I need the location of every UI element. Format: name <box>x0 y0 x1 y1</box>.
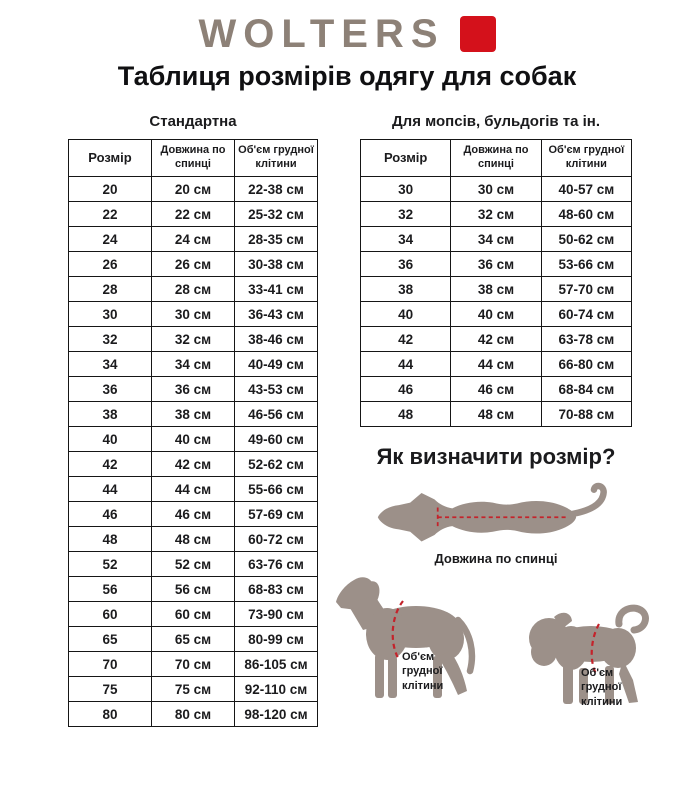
table-cell: 44 см <box>451 352 541 377</box>
table-cell: 20 <box>69 177 152 202</box>
table-row <box>361 202 632 227</box>
table-row <box>69 552 318 577</box>
dog-side-view-figure <box>334 572 479 700</box>
table-cell: 75 см <box>152 677 235 702</box>
table-cell: 38 <box>69 402 152 427</box>
table-cell: 36 <box>361 252 451 277</box>
table-row <box>69 477 318 502</box>
bulldog-side-view-figure <box>521 602 656 707</box>
page-title: Таблиця розмірів одягу для собак <box>117 61 577 91</box>
table-cell: 28 см <box>152 277 235 302</box>
table-row <box>69 302 318 327</box>
dog-top-view-tail <box>572 486 604 514</box>
table-cell: 42 см <box>451 327 541 352</box>
table-cell: 65 см <box>152 627 235 652</box>
table-row <box>69 252 318 277</box>
column-header: Об'єм грудної клітини <box>235 140 318 177</box>
table-row <box>69 227 318 252</box>
table-cell: 46 см <box>152 502 235 527</box>
table-cell: 48 см <box>451 402 541 427</box>
table-cell: 66-80 см <box>541 352 631 377</box>
table-cell: 36 <box>69 377 152 402</box>
table-cell: 46 см <box>451 377 541 402</box>
table-cell: 60 <box>69 602 152 627</box>
table-cell: 70-88 см <box>541 402 631 427</box>
table-row <box>361 227 632 252</box>
table-cell: 57-70 см <box>541 277 631 302</box>
table-cell: 52-62 см <box>235 452 318 477</box>
table-cell: 32 см <box>152 327 235 352</box>
table-cell: 28-35 см <box>235 227 318 252</box>
table-cell: 30 <box>69 302 152 327</box>
table-cell: 22-38 см <box>235 177 318 202</box>
table-row <box>361 277 632 302</box>
table-cell: 28 <box>69 277 152 302</box>
table-cell: 56 см <box>152 577 235 602</box>
table-row <box>69 452 318 477</box>
table-cell: 56 <box>69 577 152 602</box>
table-cell: 73-90 см <box>235 602 318 627</box>
table-cell: 57-69 см <box>235 502 318 527</box>
table-cell: 92-110 см <box>235 677 318 702</box>
column-header: Довжина по спинці <box>451 140 541 177</box>
bulldog-curled-tail <box>619 608 646 630</box>
back-length-label: Довжина по спинці <box>434 551 558 566</box>
table-cell: 80 см <box>152 702 235 727</box>
column-header: Розмір <box>69 140 152 177</box>
table-cell: 20 см <box>152 177 235 202</box>
table-cell: 26 см <box>152 252 235 277</box>
table-cell: 44 <box>361 352 451 377</box>
table-cell: 40-49 см <box>235 352 318 377</box>
table-cell: 44 <box>69 477 152 502</box>
table-cell: 86-105 см <box>235 652 318 677</box>
table-cell: 48 см <box>152 527 235 552</box>
table-cell: 46-56 см <box>235 402 318 427</box>
table-cell: 70 см <box>152 652 235 677</box>
table-header-row <box>361 140 632 177</box>
brand-logo-mark <box>460 16 496 52</box>
table-cell: 42 <box>69 452 152 477</box>
table-cell: 60-74 см <box>541 302 631 327</box>
table-cell: 25-32 см <box>235 202 318 227</box>
table-row <box>69 377 318 402</box>
table-cell: 68-84 см <box>541 377 631 402</box>
table-cell: 53-66 см <box>541 252 631 277</box>
standard-size-section <box>68 113 318 727</box>
standard-table-title: Стандартна <box>149 113 237 130</box>
table-cell: 30 см <box>451 177 541 202</box>
table-cell: 30 <box>361 177 451 202</box>
table-cell: 38 см <box>451 277 541 302</box>
table-cell: 70 <box>69 652 152 677</box>
table-cell: 34 <box>361 227 451 252</box>
table-cell: 40 <box>361 302 451 327</box>
measurement-guide <box>330 480 662 707</box>
table-cell: 40 <box>69 427 152 452</box>
table-cell: 46 <box>69 502 152 527</box>
table-cell: 32 <box>361 202 451 227</box>
column-header: Довжина по спинці <box>152 140 235 177</box>
table-cell: 80-99 см <box>235 627 318 652</box>
table-row <box>69 352 318 377</box>
table-cell: 42 <box>361 327 451 352</box>
table-cell: 32 <box>69 327 152 352</box>
chest-girth-label: Об'єм грудної клітини <box>581 667 623 708</box>
table-row <box>361 402 632 427</box>
table-row <box>69 677 318 702</box>
table-row <box>69 427 318 452</box>
brand-logo <box>0 0 694 54</box>
table-cell: 65 <box>69 627 152 652</box>
table-row <box>361 352 632 377</box>
flat-breeds-size-table <box>360 139 632 427</box>
table-cell: 22 см <box>152 202 235 227</box>
table-row <box>69 277 318 302</box>
table-cell: 34 см <box>451 227 541 252</box>
table-cell: 33-41 см <box>235 277 318 302</box>
table-cell: 30 см <box>152 302 235 327</box>
table-cell: 32 см <box>451 202 541 227</box>
table-cell: 75 <box>69 677 152 702</box>
table-cell: 40 см <box>451 302 541 327</box>
table-cell: 55-66 см <box>235 477 318 502</box>
table-cell: 49-60 см <box>235 427 318 452</box>
table-row <box>361 377 632 402</box>
table-cell: 48 <box>361 402 451 427</box>
chest-girth-label: Об'єм грудної клітини <box>402 651 444 692</box>
table-cell: 43-53 см <box>235 377 318 402</box>
table-cell: 80 <box>69 702 152 727</box>
table-row <box>361 327 632 352</box>
table-row <box>69 402 318 427</box>
table-cell: 36-43 см <box>235 302 318 327</box>
flat-breeds-table-title: Для мопсів, бульдогів та ін. <box>391 113 601 130</box>
table-cell: 50-62 см <box>541 227 631 252</box>
table-cell: 63-76 см <box>235 552 318 577</box>
table-cell: 44 см <box>152 477 235 502</box>
table-cell: 22 <box>69 202 152 227</box>
table-cell: 24 <box>69 227 152 252</box>
table-cell: 98-120 см <box>235 702 318 727</box>
table-cell: 60 см <box>152 602 235 627</box>
table-row <box>69 627 318 652</box>
table-cell: 26 <box>69 252 152 277</box>
content-columns <box>0 113 694 727</box>
table-cell: 38-46 см <box>235 327 318 352</box>
table-cell: 46 <box>361 377 451 402</box>
brand-logo-text: WOLTERS <box>198 12 445 56</box>
table-row <box>69 577 318 602</box>
table-cell: 68-83 см <box>235 577 318 602</box>
table-row <box>69 502 318 527</box>
table-cell: 48-60 см <box>541 202 631 227</box>
table-cell: 42 см <box>152 452 235 477</box>
flat-breeds-section <box>360 113 632 707</box>
table-cell: 34 <box>69 352 152 377</box>
column-header: Об'єм грудної клітини <box>541 140 631 177</box>
table-row <box>69 652 318 677</box>
table-cell: 52 см <box>152 552 235 577</box>
table-cell: 38 <box>361 277 451 302</box>
standard-size-table <box>68 139 318 727</box>
table-row <box>361 177 632 202</box>
table-cell: 36 см <box>152 377 235 402</box>
side-view-figures <box>330 572 662 707</box>
table-row <box>69 602 318 627</box>
table-header-row <box>69 140 318 177</box>
dog-top-view-silhouette <box>374 480 618 548</box>
table-cell: 48 <box>69 527 152 552</box>
table-cell: 52 <box>69 552 152 577</box>
table-row <box>69 177 318 202</box>
table-row <box>69 527 318 552</box>
table-cell: 40-57 см <box>541 177 631 202</box>
table-cell: 24 см <box>152 227 235 252</box>
table-cell: 38 см <box>152 402 235 427</box>
table-cell: 63-78 см <box>541 327 631 352</box>
table-cell: 34 см <box>152 352 235 377</box>
table-cell: 60-72 см <box>235 527 318 552</box>
table-cell: 30-38 см <box>235 252 318 277</box>
table-row <box>69 702 318 727</box>
table-row <box>69 327 318 352</box>
column-header: Розмір <box>361 140 451 177</box>
dog-top-view-figure <box>330 480 662 548</box>
table-row <box>361 302 632 327</box>
table-cell: 36 см <box>451 252 541 277</box>
guide-heading: Як визначити розмір? <box>376 444 616 469</box>
table-row <box>361 252 632 277</box>
table-row <box>69 202 318 227</box>
table-cell: 40 см <box>152 427 235 452</box>
